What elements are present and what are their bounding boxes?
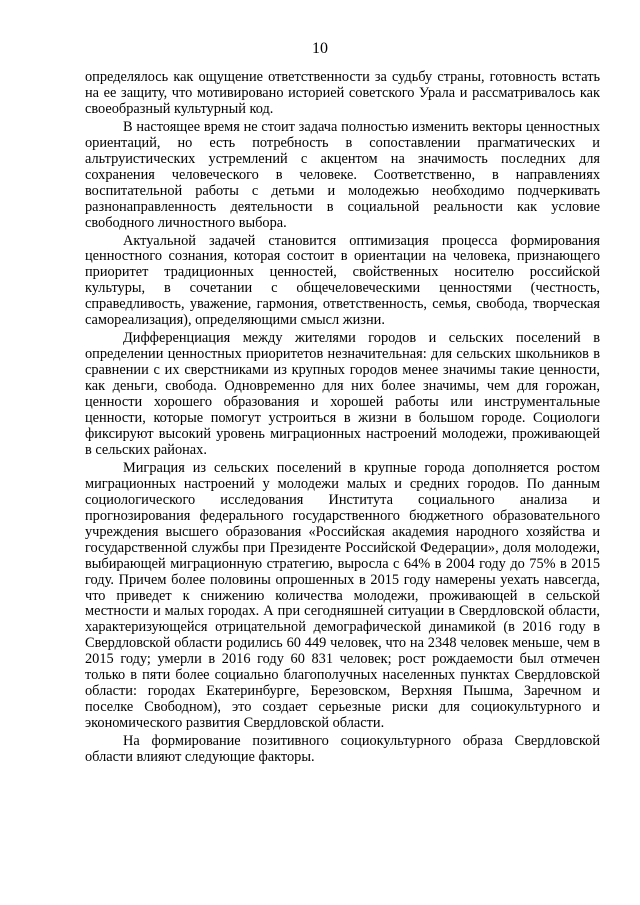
paragraph-factors: На формирование позитивного социокультурного образа Свердловской области влияют следующие факторы. [85,733,600,766]
page-number: 10 [312,40,328,57]
paragraph-actual-task: Актуальной задачей становится оптимизация процесса формирования ценностного сознания, которая состоит в ориентации на человека, признающего приоритет традиционных ценностей, свойственных носителю российской культуры, в сочетании с общечеловеческими ценностями (честность, справедливость, уважение, гармония, ответственность, семья, свобода, творческая самореализация), определяющими смысл жизни. [85,232,600,329]
paragraph-value-orientations: В настоящее время не стоит задача полностью изменить векторы ценностных ориентаций, но есть потребность в сопоставлении прагматических и альтруистических устремлений с акцентом на значимость последних для сохранения человеческого в человеке. Соответственно, в направлениях воспитательной работы с детьми и молодежью необходимо подчеркивать разнонаправленность деятельности в социальной реальности как условие свободного личностного выбора. [85,118,600,231]
paragraph-differentiation: Дифференциация между жителями городов и сельских поселений в определении ценностных приоритетов незначительная: для сельских школьников в сравнении с их сверстниками из крупных городов менее значимы такие ценности, как деньги, свобода. Одновременно для них более значимы, чем для горожан, ценности хорошего образования и хорошей работы или инструментальные ценности, которые помогут устроиться в жизни в большом городе. Социологи фиксируют высокий уровень миграционных настроений молодежи, проживающей в сельских районах. [85,330,600,458]
paragraph-migration: Миграция из сельских поселений в крупные города дополняется ростом миграционных настроений у молодежи малых и средних городов. По данным социологического исследования Института социального анализа и прогнозирования федерального государственного бюджетного образовательного учреждения высшего образования «Российская академия народного хозяйства и государственной службы при Президенте Российской Федерации», доля молодежи, выбирающей миграционную стратегию, выросла с 64% в 2004 году до 75% в 2015 году. Причем более половины опрошенных в 2015 году намерены уехать навсегда, что приведет к снижению количества молодежи, проживающей в сельской местности и малых городах. А при сегодняшней ситуации в Свердловской области, характеризующейся отрицательной демографической динамикой (в 2016 году в Свердловской области родились 60 449 человек, что на 2348 человек меньше, чем в 2015 году; умерли в 2016 году 60 831 человек; рост рождаемости был отмечен только в пяти более социально благополучных населенных пунктах Свердловской области: городах Екатеринбурге, Березовском, Верхняя Пышма, Заречном и поселке Свободном), это создает серьезные риски для социокультурного и экономического развития Свердловской области. [85,459,600,732]
paragraph-continuation: определялось как ощущение ответственности за судьбу страны, готовность встать на ее защиту, что мотивировано историей советского Урала и рассматривалось как своеобразный культурный код. [85,69,600,117]
page-body [85,70,600,768]
